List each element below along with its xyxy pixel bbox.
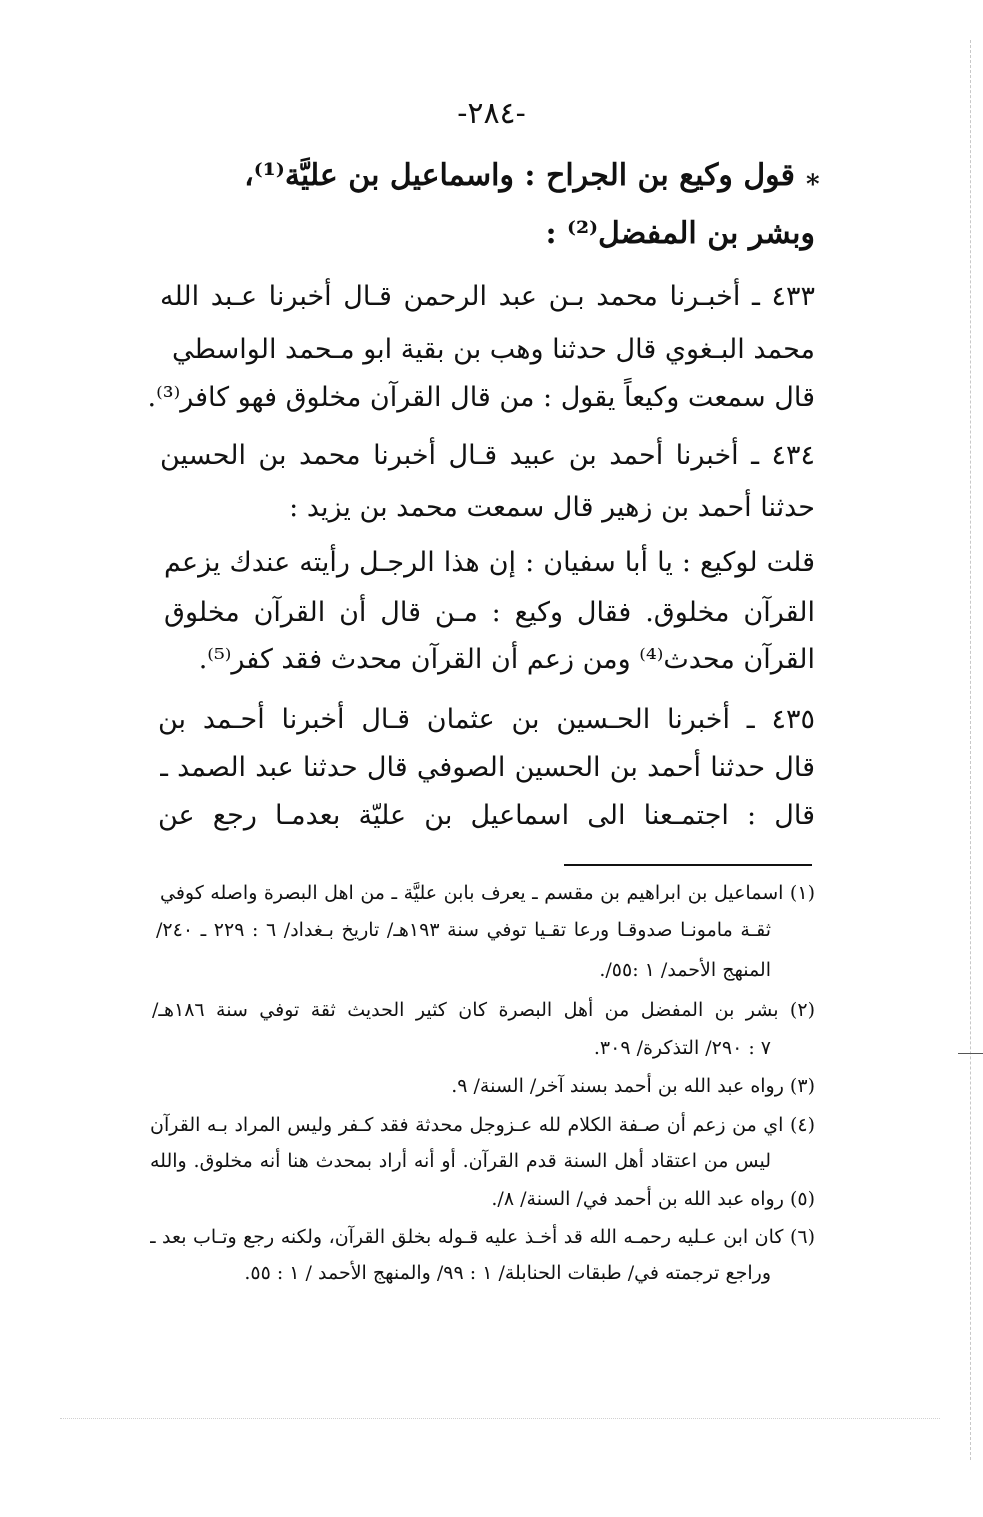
paragraph-line: قلت لوكيع : يا أبا سفيان : إن هذا الرجـل رأيته عندك يزعم xyxy=(164,547,815,578)
footnote-line: (١) اسماعيل بن ابراهيم بن مقسم ـ يعرف بابن عليَّة ـ من اهل البصرة واصله كوفي xyxy=(160,882,815,904)
paragraph-line: حدثنا أحمد بن زهير قال سمعت محمد بن يزيد : xyxy=(289,492,815,523)
paragraph-line: قال سمعت وكيعاً يقول : من قال القرآن مخلوق فهو كافر⁽³⁾. xyxy=(147,382,815,413)
footnote-line: (٤) اي من زعم أن صـفة الكلام لله عـزوجل محدثة فقد كـفر وليس المراد بـه القرآن xyxy=(150,1114,815,1136)
scan-artifact-line xyxy=(60,1418,940,1419)
footnote-line: (٦) كان ابن عـليه رحمـه الله قد أخـذ عليه قـوله بخلق القرآن، ولكنه رجع وتـاب بعد ـ xyxy=(150,1226,815,1248)
heading-bullet: * xyxy=(806,170,820,200)
section-heading-line-1: قول وكيع بن الجراح : واسماعيل بن عليَّة⁽¹⁾، xyxy=(244,158,795,193)
footnote-line: ليس من اعتقاد أهل السنة قدم القرآن. أو أنه أراد بمحدث هنا أنه مخلوق. والله xyxy=(150,1150,771,1172)
paragraph-line: ٤٣٤ ـ أخبرنا أحمد بن عبيد قـال أخبرنا محمد بن الحسين xyxy=(160,440,815,471)
page-edge xyxy=(970,40,972,1460)
page-number: -٢٨٤- xyxy=(457,96,526,131)
footnote-line: (٥) رواه عبد الله بن أحمد في/ السنة/ ٨/. xyxy=(491,1188,815,1210)
paragraph-line: ٤٣٣ ـ أخبـرنا محمد بـن عبد الرحمن قـال أخبرنا عـبد الله xyxy=(160,281,815,312)
paragraph-line: قال : اجتمـعنا الى اسماعيل بن عليّة بعدمـا رجع عن xyxy=(158,800,815,831)
footnote-line: ٧ : ٢٩٠/ التذكرة/ ٣٠٩. xyxy=(593,1037,771,1059)
footnote-line: (٣) رواه عبد الله بن أحمد بسند آخر/ السنة/ ٩. xyxy=(451,1075,815,1097)
paragraph-line: القرآن محدث⁽⁴⁾ ومن زعم أن القرآن محدث فقد كفر⁽⁵⁾. xyxy=(198,644,815,675)
footnote-line: (٢) بشر بن المفضل من أهل البصرة كان كثير الحديث ثقة توفي سنة ١٨٦هـ/ xyxy=(152,999,815,1021)
paragraph-line: قال حدثنا أحمد بن الحسين الصوفي قال حدثنا عبد الصمد ـ xyxy=(160,752,815,783)
footnote-line: ثقـة مامونـا صدوقـا ورعا تقـيا توفي سنة ١٩٣هـ/ تاريخ بـغداد/ ٦ : ٢٢٩ ـ ٢٤٠/ xyxy=(156,919,771,941)
page-edge-mark xyxy=(958,1053,983,1054)
paragraph-line: القرآن مخلوق. فقال وكيع : مـن قال أن القرآن مخلوق xyxy=(164,597,815,628)
footnote-line: وراجع ترجمته في/ طبقات الحنابلة/ ١ : ٩٩/ والمنهج الأحمد / ١ : ٥٥. xyxy=(244,1262,771,1284)
paragraph-line: ٤٣٥ ـ أخبرنا الحـسين بن عثمان قـال أخبرنا أحـمد بن xyxy=(158,704,815,735)
footnote-line: المنهج الأحمد/ ١ :٥٥/. xyxy=(599,959,771,981)
footnote-separator xyxy=(564,864,812,866)
section-heading-line-2: وبشر بن المفضل⁽²⁾ : xyxy=(545,216,815,251)
paragraph-line: محمد البـغوي قال حدثنا وهب بن بقية ابو مـحمد الواسطي xyxy=(172,334,815,365)
